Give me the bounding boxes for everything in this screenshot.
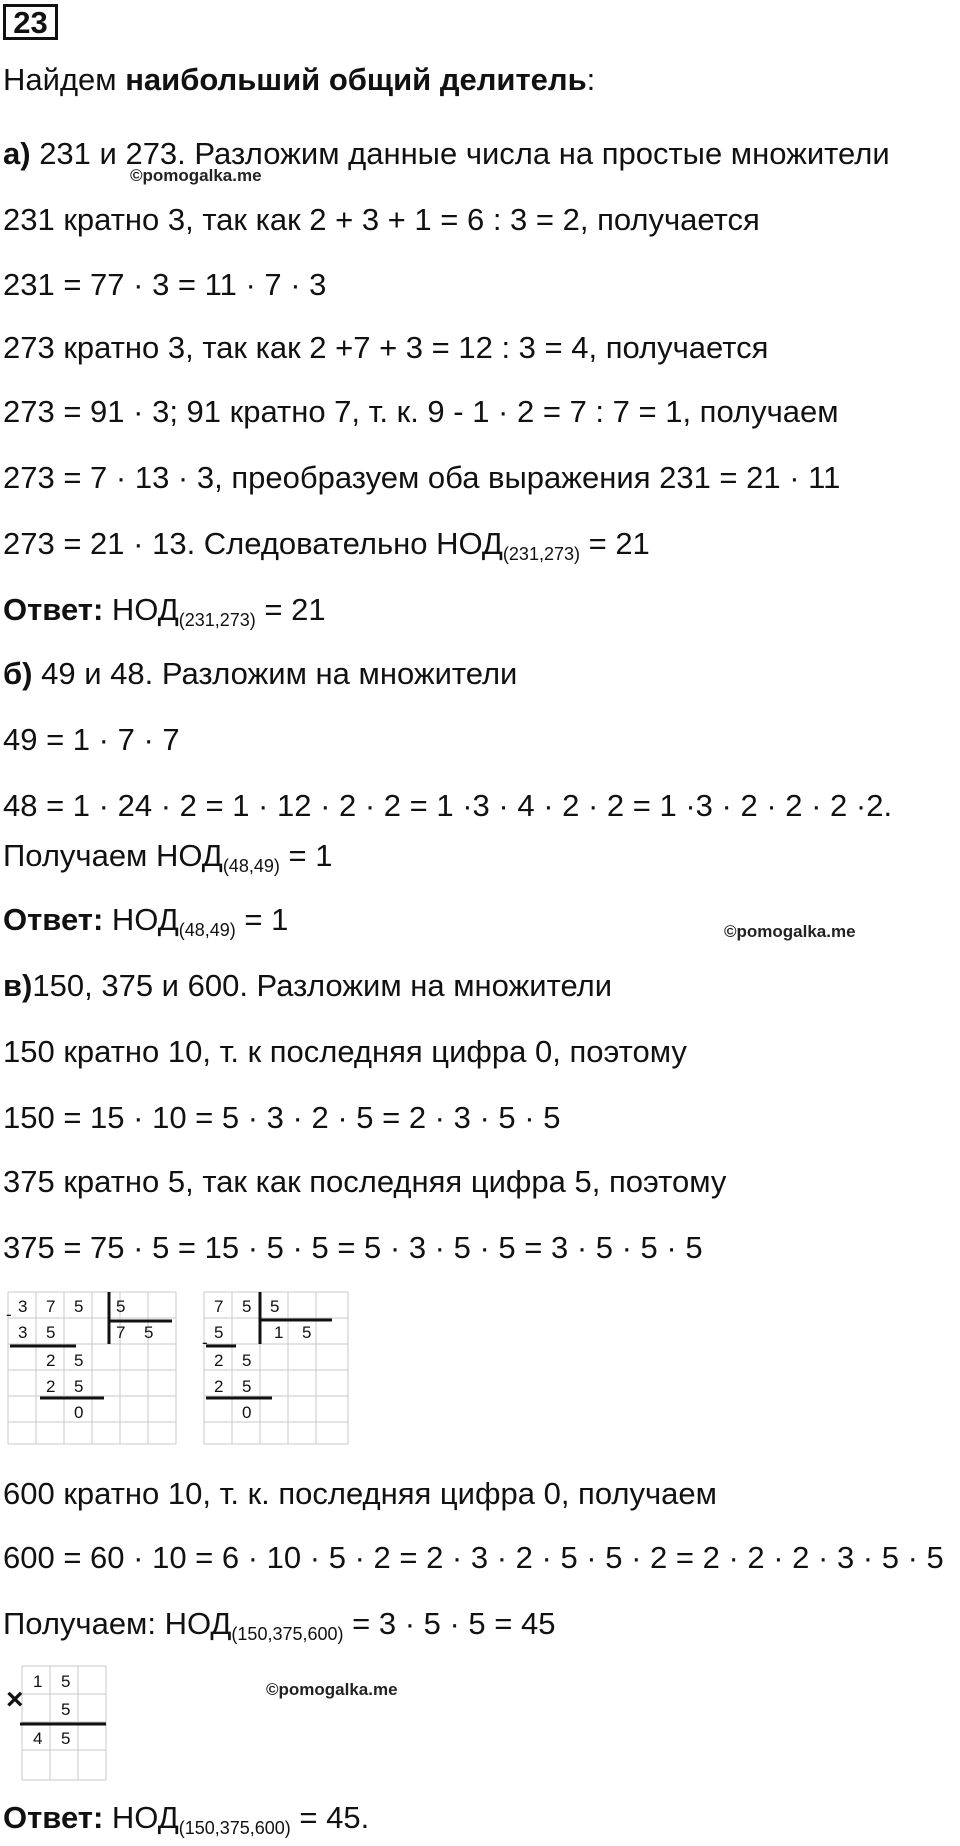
- part-b-line: 48 = 1 · 24 · 2 = 1 · 12 · 2 · 2 = 1 ·3 · 4 · 2 · 2 = 1 ·3 · 2 · 2 · 2 ·2.: [3, 788, 893, 823]
- quotient-digit: 1: [274, 1323, 284, 1342]
- part-c-line: Получаем: $НОД_{(150,375,600)} = 3 \cdot 5 \cdot 5 = 45$: [3, 1606, 556, 1644]
- digit: 5: [46, 1323, 56, 1342]
- remainder: 0: [242, 1403, 252, 1422]
- watermark: ©pomogalka.me: [266, 1680, 398, 1699]
- part-c-line: 375 = 75 · 5 = 15 · 5 · 5 = 5 · 3 · 5 · 5 = 3 · 5 · 5 · 5: [3, 1230, 703, 1265]
- part-a-line: 273 = 7 · 13 · 3, преобразуем оба выражения 231 = 21 · 11: [3, 460, 841, 495]
- minus-sign: -: [202, 1333, 208, 1352]
- digit: 2: [214, 1377, 224, 1396]
- part-b-line: 49 = 1 · 7 · 7: [3, 722, 180, 757]
- part-a-line: 273 = 21 · 13. Следовательно $НОД_{(231,273)} = 21$: [3, 526, 650, 564]
- quotient-digit: 7: [116, 1323, 126, 1342]
- part-b-answer: Ответ: $НОД_{(48,49)} = 1$: [3, 902, 289, 940]
- quotient-digit: 5: [144, 1323, 154, 1342]
- part-c-heading: в)150, 375 и 600. Разложим на множители: [3, 968, 613, 1003]
- digit: 3: [18, 1297, 28, 1316]
- digit: 2: [214, 1351, 224, 1370]
- part-c-line: 600 кратно 10, т. к. последняя цифра 0, получаем: [3, 1476, 717, 1511]
- part-c-line: 150 кратно 10, т. к последняя цифра 0, поэтому: [3, 1034, 687, 1069]
- digit: 2: [46, 1377, 56, 1396]
- digit: 5: [61, 1729, 71, 1748]
- divisor: 5: [116, 1297, 126, 1316]
- part-b-heading: б) 49 и 48. Разложим на множители: [3, 656, 518, 691]
- part-c-line: 150 = 15 · 10 = 5 · 3 · 2 · 5 = 2 · 3 · 5 · 5: [3, 1100, 561, 1135]
- multiply-sign: ×: [6, 1683, 24, 1716]
- part-c-line: 600 = 60 · 10 = 6 · 10 · 5 · 2 = 2 · 3 · 2 · 5 · 5 · 2 = 2 · 2 · 2 · 3 · 5 · 5: [3, 1540, 944, 1575]
- digit: 7: [46, 1297, 56, 1316]
- digit: 3: [18, 1323, 28, 1342]
- digit: 5: [214, 1323, 224, 1342]
- part-a-line: 273 = 91 · 3; 91 кратно 7, т. к. 9 - 1 · 2 = 7 : 7 = 1, получаем: [3, 394, 839, 429]
- part-a-line: 231 кратно 3, так как 2 + 3 + 1 = 6 : 3 = 2, получается: [3, 202, 760, 237]
- watermark: ©pomogalka.me: [724, 922, 856, 941]
- divisor: 5: [270, 1297, 280, 1316]
- part-a-heading: а) 231 и 273. Разложим данные числа на простые множители: [3, 136, 890, 171]
- digit: 5: [74, 1351, 84, 1370]
- digit: 5: [242, 1351, 252, 1370]
- digit: 1: [33, 1672, 43, 1691]
- digit: 5: [242, 1297, 252, 1316]
- remainder: 0: [74, 1403, 84, 1422]
- minus-sign: -: [6, 1305, 12, 1324]
- task-number: 23: [3, 4, 58, 40]
- digit: 5: [61, 1672, 71, 1691]
- digit: 5: [61, 1700, 71, 1719]
- column-multiplication-15-by-5: [6, 1664, 110, 1782]
- part-c-answer: Ответ: $НОД_{(150,375,600)} = 45$.: [3, 1800, 370, 1838]
- part-b-line: Получаем $НОД_{(48,49)} = 1$: [3, 838, 333, 876]
- digit: 2: [46, 1351, 56, 1370]
- intro-line: Найдем наибольший общий делитель:: [3, 62, 596, 97]
- part-a-line: 273 кратно 3, так как 2 +7 + 3 = 12 : 3 = 4, получается: [3, 330, 769, 365]
- part-a-answer: Ответ: $НОД_{(231,273)} = 21$: [3, 592, 326, 630]
- digit: 7: [214, 1297, 224, 1316]
- watermark: ©pomogalka.me: [130, 166, 262, 185]
- quotient-digit: 5: [302, 1323, 312, 1342]
- digit: 5: [74, 1377, 84, 1396]
- digit: 5: [74, 1297, 84, 1316]
- digit: 5: [242, 1377, 252, 1396]
- part-a-line: 231 = 77 · 3 = 11 · 7 · 3: [3, 267, 327, 302]
- part-c-line: 375 кратно 5, так как последняя цифра 5, поэтому: [3, 1164, 727, 1199]
- long-division-375-by-5: [4, 1290, 180, 1446]
- long-division-75-by-5: [200, 1290, 352, 1446]
- digit: 4: [33, 1729, 43, 1748]
